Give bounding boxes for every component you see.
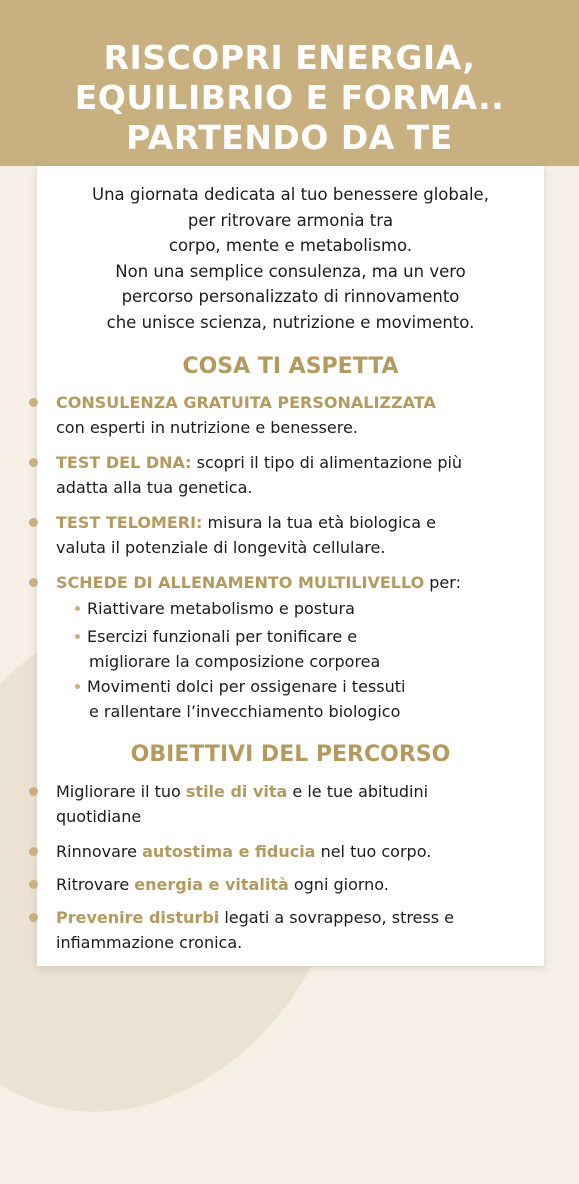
item-text: e le tue abitudini — [287, 782, 429, 801]
item-highlight: stile di vita — [185, 782, 288, 801]
sub-bullet-icon — [75, 684, 80, 689]
bullet-icon — [29, 458, 38, 467]
intro-text — [37, 182, 544, 335]
sub-item-text-line2: e rallentare l’invecchiamento biologico — [89, 702, 401, 721]
list-item — [37, 450, 544, 500]
item-text: scopri il tipo di alimentazione più — [191, 453, 463, 472]
intro-line: Una giornata dedicata al tuo benessere globale, — [92, 185, 489, 204]
sub-list-item — [75, 596, 355, 621]
page-title — [0, 0, 579, 158]
title-line: RISCOPRI ENERGIA, — [103, 38, 476, 77]
item-highlight: SCHEDE DI ALLENAMENTO MULTILIVELLO — [56, 573, 425, 592]
intro-line: Non una semplice consulenza, ma un vero — [115, 261, 466, 281]
bullet-icon — [29, 913, 38, 922]
sub-bullet-icon — [75, 606, 80, 611]
item-text-line2: quotidiane — [56, 807, 142, 826]
bullet-icon — [29, 787, 38, 796]
title-line: PARTENDO DA TE — [126, 118, 453, 157]
section-title-obiettivi: OBIETTIVI DEL PERCORSO — [130, 742, 451, 767]
list-item — [37, 390, 544, 440]
item-text: Ritrovare — [56, 875, 135, 894]
bullet-icon — [29, 578, 38, 587]
list-item — [37, 779, 544, 829]
item-highlight: CONSULENZA GRATUITA PERSONALIZZATA — [56, 393, 436, 412]
item-highlight: autostima e fiducia — [142, 842, 316, 861]
item-highlight: TEST DEL DNA: — [56, 453, 192, 472]
intro-line: per ritrovare armonia tra — [187, 210, 394, 230]
bullet-icon — [29, 518, 38, 527]
intro-line: che unisce scienza, nutrizione e movimento. — [106, 312, 475, 332]
list-item — [37, 510, 544, 560]
item-text: nel tuo corpo. — [315, 842, 432, 861]
item-text-line2: con esperti in nutrizione e benessere. — [56, 418, 358, 437]
intro-line: percorso personalizzato di rinnovamento — [121, 287, 460, 306]
content-card — [37, 166, 544, 966]
item-text-line2: valuta il potenziale di longevità cellulare. — [56, 538, 386, 557]
bullet-icon — [29, 880, 38, 889]
item-highlight: TEST TELOMERI: — [56, 513, 203, 532]
list-item — [37, 570, 544, 595]
sub-item-text: Esercizi funzionali per tonificare e — [87, 627, 358, 646]
list-item — [37, 872, 544, 897]
list-item — [37, 839, 544, 864]
item-highlight: Prevenire disturbi — [56, 908, 220, 927]
item-text: legati a sovrappeso, stress e — [219, 908, 455, 927]
sub-item-text: Riattivare metabolismo e postura — [87, 599, 355, 618]
item-text: Migliorare il tuo — [56, 782, 186, 801]
sub-item-text-line2: migliorare la composizione corporea — [89, 652, 381, 671]
title-line: EQUILIBRIO E FORMA.. — [74, 78, 505, 117]
item-text-line2: infiammazione cronica. — [56, 933, 243, 952]
item-text-line2: adatta alla tua genetica. — [56, 478, 253, 497]
item-text: Rinnovare — [56, 842, 143, 861]
item-text: misura la tua età biologica e — [202, 513, 436, 532]
item-text: per: — [424, 573, 461, 592]
sub-bullet-icon — [75, 634, 80, 639]
item-highlight: energia e vitalità — [134, 875, 289, 894]
sub-item-text: Movimenti dolci per ossigenare i tessuti — [87, 677, 406, 696]
list-item — [37, 905, 544, 955]
intro-line: corpo, mente e metabolismo. — [168, 236, 413, 255]
section-title-cosa-ti-aspetta: COSA TI ASPETTA — [182, 354, 399, 379]
header-banner — [0, 0, 579, 166]
bullet-icon — [29, 398, 38, 407]
sub-list-item — [75, 674, 405, 724]
bullet-icon — [29, 847, 38, 856]
item-text: ogni giorno. — [288, 875, 389, 894]
sub-list-item — [75, 624, 380, 674]
